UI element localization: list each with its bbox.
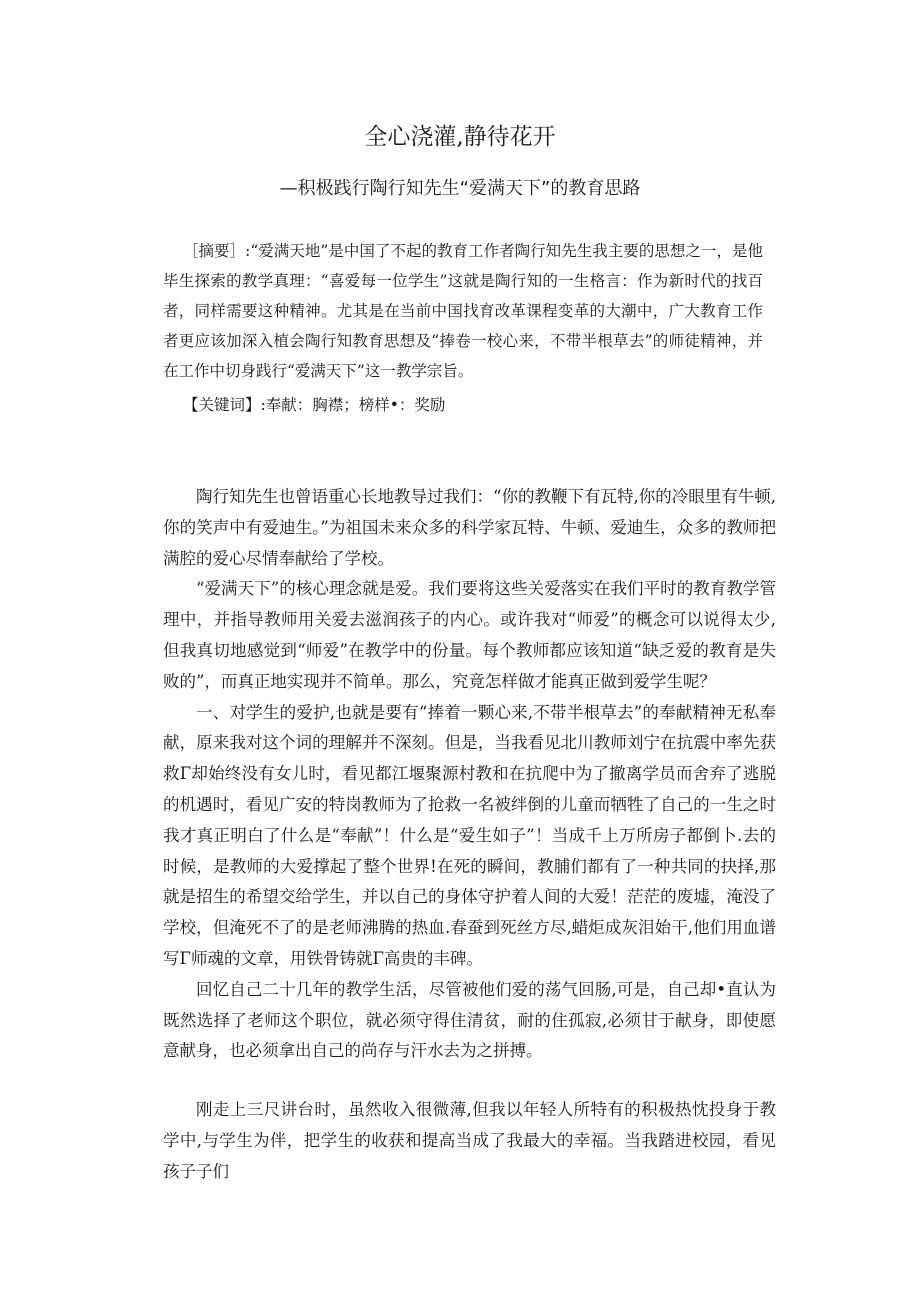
keywords-line: 【关键词】:奉献：胸襟；榜样•：奖励 [183, 396, 446, 414]
body-section-continued [163, 1095, 776, 1187]
page-subtitle: —积极践行陶行知先生“爱满天下”的教育思路 [279, 178, 641, 199]
body-paragraph: 刚走上三尺讲台时，虽然收入很微薄,但我以年轻人所特有的积极热忱投身于教学中,与学生为伴，把学生的收获和提高当成了我最大的幸福。当我踏进校园，看见孩子子们 [163, 1100, 776, 1181]
body-section-main [163, 482, 776, 1067]
abstract-paragraph: ［摘要］:“爱满天地”是中国了不起的教育工作者陶行知先生我主要的思想之一，是他毕生探索的教学真理：“喜爱每一位学生”这就是陶行知的一生格言：作为新时代的找百者，同样需要这种精神。尤其是在当前中国找育改革课程变革的大潮中，广大教育工作者更应该加深入植会陶行知教育思想及“捧卷一校心来，不带半根草去”的师徒精神，并在工作中切身践行“爱满天下”这一教学宗旨。 [163, 242, 763, 380]
body-paragraph: 一、对学生的爱护,也就是要有“捧着一颗心来,不带半根草去”的奉献精神无私奉献，原来我对这个词的理解并不深刻。但是，当我看见北川教师刘宁在抗震中率先获救Γ却始终没有女儿时，看见都江堰聚源村教和在抗爬中为了撤离学员而舍弃了逃脱的机遇时，看见广安的特岗教师为了抢救一名被绊倒的儿童而牺牲了自己的一生之时我才真正明白了什么是“奉献”！什么是“爱生如子”！当成千上万所房子都倒卜.去的时候，是教师的大爱撑起了整个世界!在死的瞬间，教脯们都有了一种共同的抉择,那就是招生的希望交给学生，并以自己的身体守护着人间的大爱！茫茫的废墟，淹没了学校，但淹死不了的是老师沸腾的热血.春蚕到死丝方尽,蜡炬成灰泪始干,他们用血谱写Γ师魂的文章，用铁骨铸就Γ高贵的丰碑。 [163, 702, 776, 968]
body-paragraph: 回忆自己二十几年的教学生活，尽管被他们爱的荡气回肠,可是，自己却•直认为既然选择了老师这个职位，就必须守得住清贫，耐的住孤寂,必须甘于献身，即使愿意献身，也必须拿出自己的尚存与汗水去为之拼搏。 [163, 979, 776, 1061]
body-paragraph: 陶行知先生也曾语重心长地教导过我们：“你的教鞭下有瓦特,你的冷眼里有牛顿,你的笑声中有爱迪生。”为祖国未来众多的科学家瓦特、牛顿、爱迪生，众多的教师把满腔的爱心尽情奉献给了学校。 [163, 487, 776, 568]
body-paragraph: “爱满天下”的核心理念就是爱。我们要将这些关爱落实在我们平时的教育教学管理中，并指导教师用关爱去滋润孩子的内心。或许我对“师爱”的概念可以说得太少,但我真切地感觉到“师爱”在教学中的份量。每个教师都应该知道“缺乏爱的教育是失败的”，而真正地实现并不简单。那么，究竟怎样做才能真正做到爱学生呢？ [163, 579, 776, 691]
page-title: 全心浇灌,静待花开 [364, 124, 556, 150]
